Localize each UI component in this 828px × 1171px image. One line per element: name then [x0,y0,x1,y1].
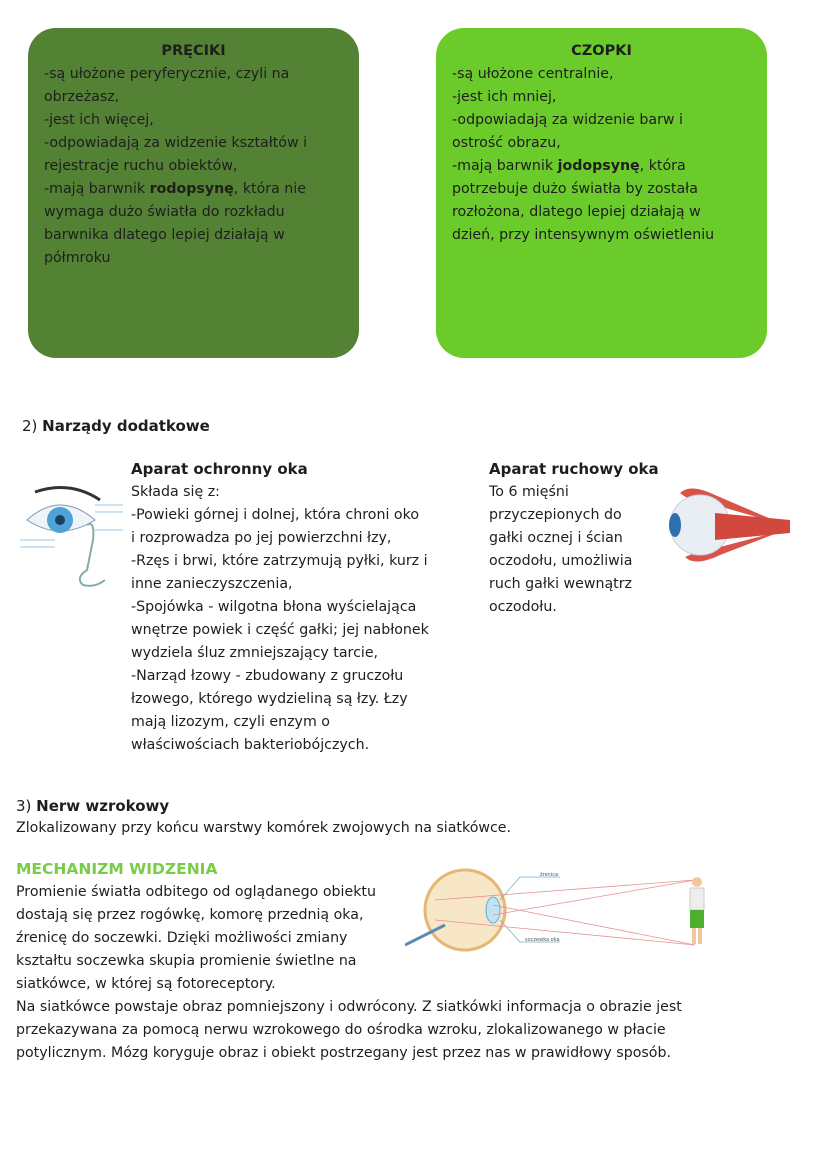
rods-line: półmroku [44,250,111,266]
cones-line: -są ułożone centralnie, [452,66,614,82]
cones-line: -jest ich mniej, [452,89,557,105]
title: Narządy dodatkowe [42,417,210,435]
line: gałki ocznej i ścian [489,530,623,546]
line: wnętrze powiek i część gałki; jej nabłonek [131,622,429,638]
line: oczodołu, umożliwia [489,553,633,569]
protective-title: Aparat ochronny oka [131,460,308,478]
line: oczodołu. [489,599,557,615]
iodopsin: jodopsynę [557,158,640,174]
rods-line: -są ułożone peryferycznie, czyli na [44,66,290,82]
line: przekazywana za pomocą nerwu wzrokowego do ośrodka wzroku, zlokalizowanego w płacie [16,1022,666,1038]
rods-box [28,28,359,358]
t: -mają barwnik [44,181,150,197]
line: siatkówce, w której są fotoreceptory. [16,976,276,992]
motor-apparatus [489,458,669,619]
num: 3) [16,797,37,815]
line: -Rzęs i brwi, które zatrzymują pyłki, kurz i [131,553,428,569]
rods-title: PRĘCIKI [161,43,226,59]
line: źrenicę do soczewki. Dzięki możliwości zmiany [16,930,348,946]
rods-line: -odpowiadają za widzenie kształtów i [44,135,308,151]
line: mają lizozym, czyli enzym o [131,714,330,730]
protective-apparatus [131,458,471,757]
line: -Powieki górnej i dolnej, która chroni oko [131,507,419,523]
t: , która nie [233,181,306,197]
cones-line: ostrość obrazu, [452,135,561,151]
line: wydziela śluz zmniejszający tarcie, [131,645,379,661]
line: przyczepionych do [489,507,622,523]
vision-mechanism-illustration [405,865,735,955]
cones-line: dzień, przy intensywnym oświetleniu [452,227,715,243]
line: To 6 mięśni [489,484,569,500]
line: -Spojówka - wilgotna błona wyścielająca [131,599,417,615]
line: właściwościach bakteriobójczych. [131,737,370,753]
t: -mają barwnik [452,158,558,174]
rods-line: rejestracje ruchu obiektów, [44,158,238,174]
eye-protective-illustration [15,480,125,590]
line: i rozprowadza po jej powierzchni łzy, [131,530,392,546]
rods-line [44,178,343,201]
section-3-heading [16,795,169,818]
optic-nerve-text: Zlokalizowany przy końcu warstwy komórek zwojowych na siatkówce. [16,820,512,836]
title: Nerw wzrokowy [36,797,170,815]
mechanism-title: MECHANIZM WIDZENIA [16,860,218,878]
t: , która [639,158,686,174]
line: łzowego, którego wydzieliną są łzy. Łzy [131,691,408,707]
cones-box [436,28,767,358]
line: Na siatkówce powstaje obraz pomniejszony i odwrócony. Z siatkówki informacja o obrazie jest [16,999,682,1015]
eye-muscles-illustration [665,475,825,575]
line: Składa się z: [131,484,220,500]
cones-title: CZOPKI [571,43,632,59]
cones-line: potrzebuje dużo światła by została [452,181,698,197]
line: ruch gałki wewnątrz [489,576,632,592]
line: inne zanieczyszczenia, [131,576,293,592]
line: Promienie światła odbitego od oglądanego obiektu [16,884,376,900]
rhodopsin: rodopsynę [149,181,234,197]
cones-line: -odpowiadają za widzenie barw i [452,112,683,128]
motor-title: Aparat ruchowy oka [489,460,659,478]
cones-line: rozłożona, dlatego lepiej działają w [452,204,701,220]
pupil-label: źrenica [540,872,559,878]
line: -Narząd łzowy - zbudowany z gruczołu [131,668,404,684]
cones-line [452,155,751,178]
rods-line: wymaga dużo światła do rozkładu [44,204,285,220]
num: 2) [22,417,43,435]
rods-line: obrzeżasz, [44,89,120,105]
line: kształtu soczewka skupia promienie świetlne na [16,953,357,969]
lens-label: soczewka oka [525,937,560,943]
line: dostają się przez rogówkę, komorę przednią oka, [16,907,364,923]
rods-line: -jest ich więcej, [44,112,154,128]
rods-line: barwnika dlatego lepiej działają w [44,227,285,243]
section-2-heading [22,415,210,438]
line: potylicznym. Mózg koryguje obraz i obiekt postrzegany jest przez nas w prawidłowy sposób. [16,1045,671,1061]
